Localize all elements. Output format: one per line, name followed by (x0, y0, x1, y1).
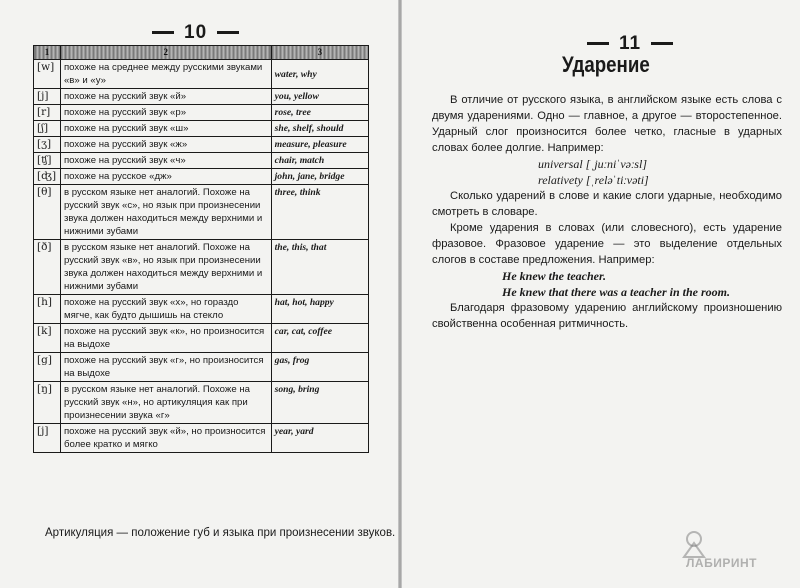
watermark-text: ЛАБИРИНТ (686, 556, 757, 570)
section-heading: Ударение (562, 52, 650, 77)
examples-cell: john, jane, bridge (271, 169, 368, 185)
table-header-cell: 1 (34, 46, 61, 60)
symbol-cell: [j] (34, 424, 61, 453)
description-cell: похоже на русский звук «й», но произносится более кратко и мягко (60, 424, 271, 453)
examples-cell: chair, match (271, 153, 368, 169)
symbol-cell: [h] (34, 295, 61, 324)
examples-cell: rose, tree (271, 105, 368, 121)
paragraph: В отличие от русского языка, в английском языке есть слова с двумя ударениями. Одно — главное, а другое — второстепенное. Ударный слог произносится более четко, гласные в ударных словах более долгие. Например: (432, 94, 782, 154)
page-number-left: 10 (142, 22, 249, 44)
body-text (432, 92, 782, 332)
symbol-cell: [ŋ] (34, 382, 61, 424)
description-cell: в русском языке нет аналогий. Похоже на русский звук «н», но артикуляция как при произнесении звука «г» (60, 382, 271, 424)
table-row (34, 324, 369, 353)
description-cell: похоже на русский звук «ш» (60, 121, 271, 137)
table-row (34, 121, 369, 137)
symbol-cell: [r] (34, 105, 61, 121)
table-header-row (34, 46, 369, 60)
description-cell: похоже на русский звук «к», но произносится на выдохе (60, 324, 271, 353)
table-row (34, 424, 369, 453)
description-cell: похоже на русское «дж» (60, 169, 271, 185)
table-row (34, 382, 369, 424)
examples-cell: water, why (271, 60, 368, 89)
examples-cell: three, think (271, 185, 368, 240)
table-row (34, 153, 369, 169)
description-cell: похоже на русский звук «р» (60, 105, 271, 121)
examples-cell: gas, frog (271, 353, 368, 382)
table-header-cell: 2 (60, 46, 271, 60)
table-row (34, 89, 369, 105)
symbol-cell: [ʒ] (34, 137, 61, 153)
examples-cell: car, cat, coffee (271, 324, 368, 353)
symbol-cell: [ʤ] (34, 169, 61, 185)
table-row (34, 105, 369, 121)
symbol-cell: [ʃ] (34, 121, 61, 137)
table-header-cell: 3 (271, 46, 368, 60)
example-line: He knew the teacher. (502, 269, 606, 283)
examples-cell: you, yellow (271, 89, 368, 105)
examples-cell: hat, hot, happy (271, 295, 368, 324)
example-line: universal [ˌjuːniˈvəːsl] (538, 157, 647, 171)
table-row (34, 240, 369, 295)
symbol-cell: [k] (34, 324, 61, 353)
articulation-note: Артикуляция — положение губ и языка при произнесении звуков. (45, 527, 396, 539)
page-number-right: 11 (577, 33, 683, 55)
examples-cell: year, yard (271, 424, 368, 453)
description-cell: похоже на русский звук «г», но произносится на выдохе (60, 353, 271, 382)
description-cell: похоже на русский звук «ж» (60, 137, 271, 153)
table-row (34, 60, 369, 89)
description-cell: похоже на русский звук «й» (60, 89, 271, 105)
example-line: He knew that there was a teacher in the room. (502, 285, 731, 299)
examples-cell: she, shelf, should (271, 121, 368, 137)
symbol-cell: [ʧ] (34, 153, 61, 169)
description-cell: похоже на русский звук «х», но гораздо мягче, как будто дышишь на стекло (60, 295, 271, 324)
table-row (34, 353, 369, 382)
left-page (0, 0, 398, 588)
paragraph: Кроме ударения в словах (или словесного), есть ударение фразовое. Фразовое ударение — это выделение отдельных слогов в составе предложения. Например: (432, 222, 782, 266)
table-row (34, 185, 369, 240)
table-row (34, 137, 369, 153)
description-cell: в русском языке нет аналогий. Похоже на русский звук «в», но язык при произнесении звука должен находиться между верхними и нижними зубами (60, 240, 271, 295)
description-cell: похоже на среднее между русскими звуками «в» и «у» (60, 60, 271, 89)
description-cell: похоже на русский звук «ч» (60, 153, 271, 169)
symbol-cell: [ð] (34, 240, 61, 295)
symbol-cell: [j] (34, 89, 61, 105)
phonetics-table (33, 45, 369, 453)
examples-cell: measure, pleasure (271, 137, 368, 153)
right-page (402, 0, 800, 588)
paragraph: Благодаря фразовому ударению английскому произношению свойственна особенная ритмичность. (432, 302, 782, 330)
symbol-cell: [g] (34, 353, 61, 382)
examples-cell: song, bring (271, 382, 368, 424)
paragraph: Сколько ударений в слове и какие слоги ударные, необходимо смотреть в словаре. (432, 190, 782, 218)
examples-cell: the, this, that (271, 240, 368, 295)
description-cell: в русском языке нет аналогий. Похоже на русский звук «с», но язык при произнесении звука должен находиться между верхними и нижними зубами (60, 185, 271, 240)
table-row (34, 169, 369, 185)
example-line: relativety [ˌreləˈtiːvəti] (538, 173, 649, 187)
symbol-cell: [w] (34, 60, 61, 89)
symbol-cell: [θ] (34, 185, 61, 240)
table-row (34, 295, 369, 324)
